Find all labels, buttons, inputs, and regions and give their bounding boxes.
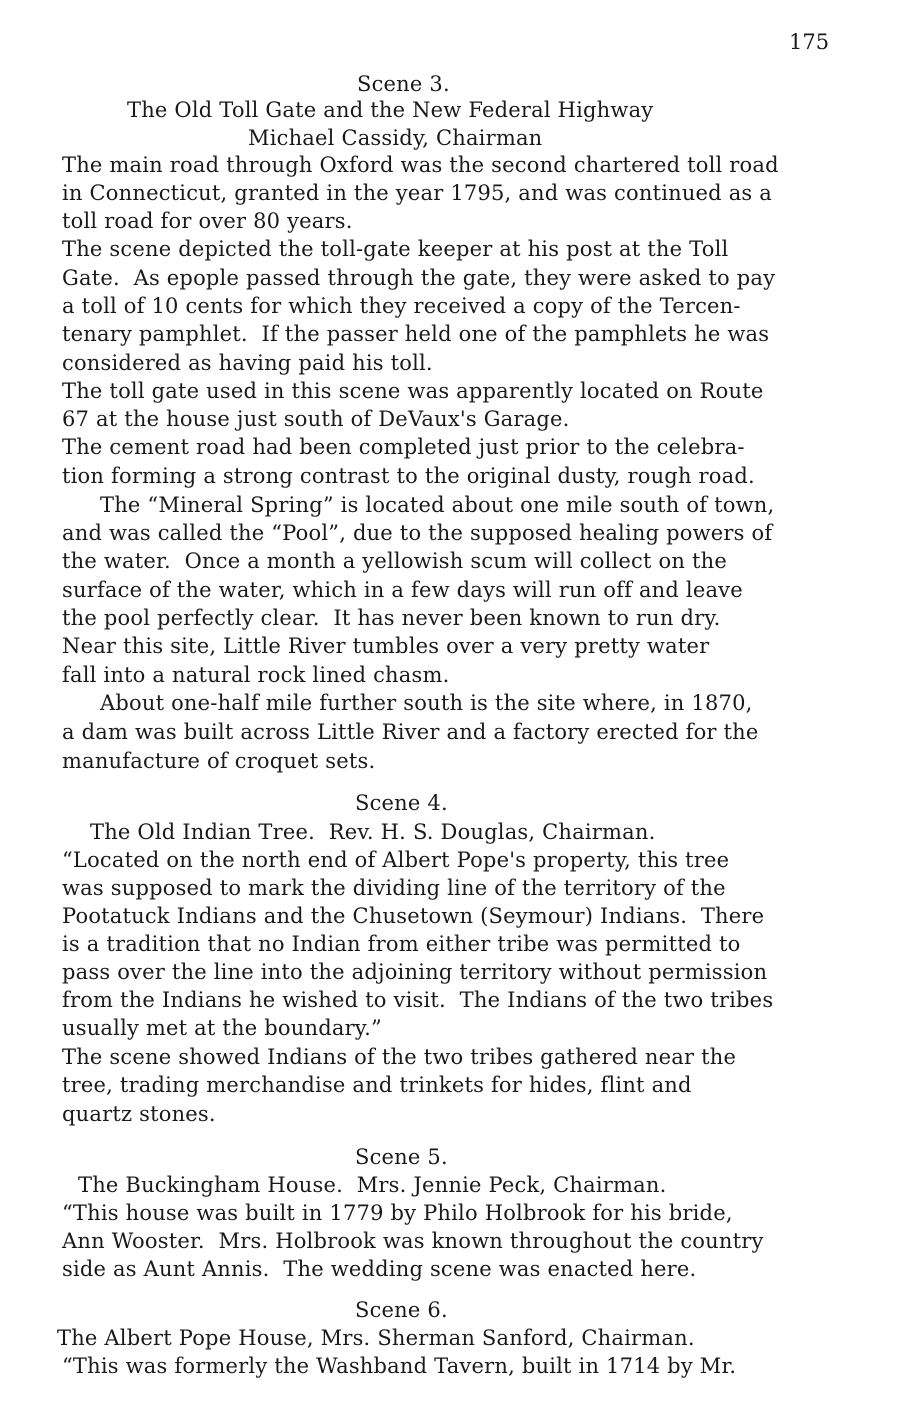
scene-6-heading: Scene 6. <box>355 1298 448 1322</box>
text-line: a toll of 10 cents for which they received a copy of the Tercen- <box>62 294 741 318</box>
scene-4-title: The Old Indian Tree. Rev. H. S. Douglas, Chairman. <box>90 820 656 844</box>
scene-3-chairman: Michael Cassidy, Chairman <box>248 126 543 150</box>
text-line: Near this site, Little River tumbles over a very pretty water <box>62 634 710 658</box>
text-line: a dam was built across Little River and a factory erected for the <box>62 720 759 744</box>
text-line: The main road through Oxford was the second chartered toll road <box>62 153 779 177</box>
page-number: 175 <box>789 30 830 54</box>
text-line: surface of the water, which in a few days will run off and leave <box>62 578 743 602</box>
text-line: considered as having paid his toll. <box>62 351 433 375</box>
text-line: “This was formerly the Washband Tavern, built in 1714 by Mr. <box>62 1354 737 1378</box>
text-line: The toll gate used in this scene was apparently located on Route <box>62 379 764 403</box>
text-line: manufacture of croquet sets. <box>62 749 376 773</box>
text-line: Ann Wooster. Mrs. Holbrook was known throughout the country <box>62 1229 764 1253</box>
text-line: 67 at the house just south of DeVaux's Garage. <box>62 407 570 431</box>
text-line: tion forming a strong contrast to the original dusty, rough road. <box>62 464 755 488</box>
text-line: was supposed to mark the dividing line of the territory of the <box>62 876 726 900</box>
text-line: and was called the “Pool”, due to the supposed healing powers of <box>62 521 773 545</box>
text-line: tenary pamphlet. If the passer held one of the pamphlets he was <box>62 322 770 346</box>
scene-3-heading: Scene 3. <box>357 72 450 96</box>
text-line: “Located on the north end of Albert Pope's property, this tree <box>62 848 730 872</box>
text-line: the pool perfectly clear. It has never been known to run dry. <box>62 606 721 630</box>
text-line: quartz stones. <box>62 1102 216 1126</box>
text-line: The scene showed Indians of the two tribes gathered near the <box>62 1045 737 1069</box>
text-line: “This house was built in 1779 by Philo Holbrook for his bride, <box>62 1201 733 1225</box>
text-line: toll road for over 80 years. <box>62 209 353 233</box>
text-line: The scene depicted the toll-gate keeper at his post at the Toll <box>62 237 729 261</box>
text-line: in Connecticut, granted in the year 1795, and was continued as a <box>62 181 772 205</box>
text-line: usually met at the boundary.” <box>62 1016 382 1040</box>
scene-5-heading: Scene 5. <box>355 1145 448 1169</box>
text-line: About one-half mile further south is the site where, in 1870, <box>100 691 753 715</box>
scene-3-title: The Old Toll Gate and the New Federal Highway <box>127 98 654 122</box>
text-line: The “Mineral Spring” is located about one mile south of town, <box>100 493 775 517</box>
scene-5-title: The Buckingham House. Mrs. Jennie Peck, Chairman. <box>78 1173 667 1197</box>
scene-6-title: The Albert Pope House, Mrs. Sherman Sanford, Chairman. <box>57 1326 695 1350</box>
text-line: The cement road had been completed just prior to the celebra- <box>62 435 745 459</box>
text-line: fall into a natural rock lined chasm. <box>62 663 450 687</box>
text-line: Gate. As epople passed through the gate, they were asked to pay <box>62 266 776 290</box>
text-line: pass over the line into the adjoining territory without permission <box>62 960 768 984</box>
text-line: from the Indians he wished to visit. The Indians of the two tribes <box>62 988 774 1012</box>
text-line: is a tradition that no Indian from either tribe was permitted to <box>62 932 741 956</box>
scene-4-heading: Scene 4. <box>355 791 448 815</box>
text-line: the water. Once a month a yellowish scum will collect on the <box>62 549 727 573</box>
text-line: side as Aunt Annis. The wedding scene was enacted here. <box>62 1257 697 1281</box>
text-line: tree, trading merchandise and trinkets for hides, flint and <box>62 1073 692 1097</box>
text-line: Pootatuck Indians and the Chusetown (Seymour) Indians. There <box>62 904 765 928</box>
